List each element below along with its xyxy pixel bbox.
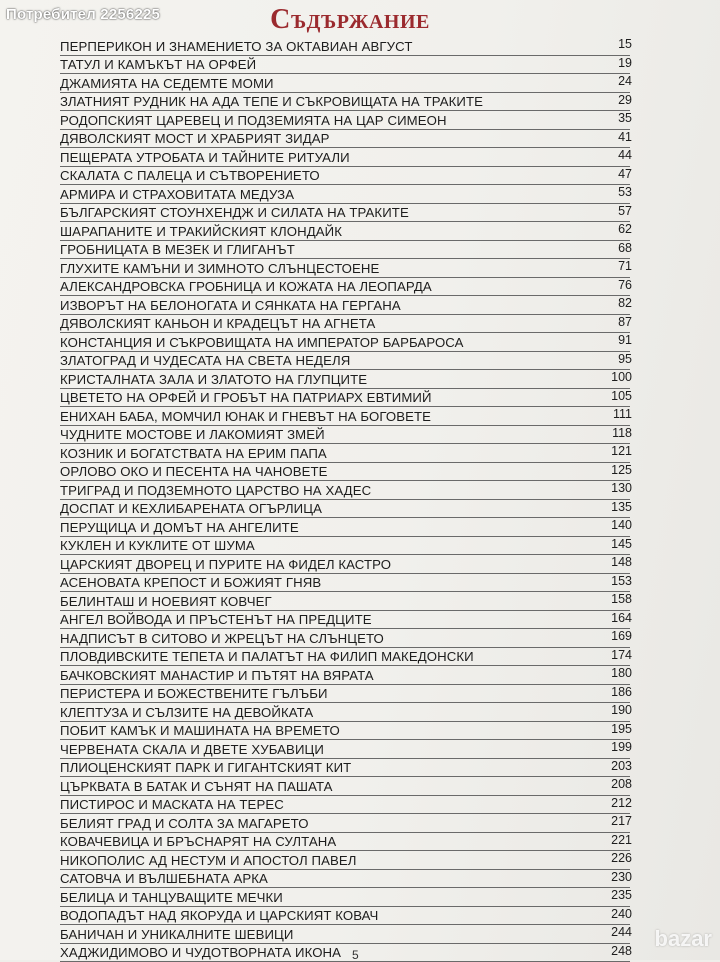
toc-entry [60, 333, 630, 352]
toc-entry [60, 759, 630, 778]
toc-entry [60, 241, 630, 260]
toc-entry-page: 203 [611, 759, 632, 773]
toc-entry [60, 888, 630, 907]
toc-entry [60, 555, 630, 574]
toc-entry-title: ЦАРСКИЯТ ДВОРЕЦ И ПУРИТЕ НА ФИДЕЛ КАСТРО [60, 558, 391, 573]
table-of-contents [60, 37, 630, 962]
toc-entry-page: 47 [618, 167, 632, 181]
toc-entry [60, 407, 630, 426]
toc-entry [60, 148, 630, 167]
toc-entry-title: КЛЕПТУЗА И СЪЛЗИТЕ НА ДЕВОЙКАТА [60, 706, 313, 721]
toc-entry-page: 76 [618, 278, 632, 292]
toc-entry [60, 370, 630, 389]
toc-entry-title: ЕНИХАН БАБА, МОМЧИЛ ЮНАК И ГНЕВЪТ НА БОГОВЕТЕ [60, 410, 431, 425]
user-watermark: Потребител 2256225 [6, 6, 160, 23]
toc-entry [60, 222, 630, 241]
toc-entry-page: 158 [611, 592, 632, 606]
toc-entry [60, 278, 630, 297]
toc-entry-page: 68 [618, 241, 632, 255]
toc-entry-page: 71 [618, 259, 632, 273]
toc-entry [60, 814, 630, 833]
toc-entry-title: НАДПИСЪТ В СИТОВО И ЖРЕЦЪТ НА СЛЪНЦЕТО [60, 632, 384, 647]
toc-entry-title: ДЖАМИЯТА НА СЕДЕМТЕ МОМИ [60, 77, 274, 92]
toc-entry [60, 500, 630, 519]
toc-entry-title: ПЕЩЕРАТА УТРОБАТА И ТАЙНИТЕ РИТУАЛИ [60, 151, 350, 166]
toc-entry-page: 180 [611, 666, 632, 680]
toc-entry-page: 226 [611, 851, 632, 865]
toc-entry [60, 167, 630, 186]
toc-entry-page: 217 [611, 814, 632, 828]
toc-entry-title: ПЛИОЦЕНСКИЯТ ПАРК И ГИГАНТСКИЯТ КИТ [60, 761, 351, 776]
toc-entry [60, 907, 630, 926]
toc-entry-title: ДОСПАТ И КЕХЛИБАРЕНАТА ОГЪРЛИЦА [60, 502, 322, 517]
toc-entry-page: 118 [612, 426, 632, 440]
toc-entry-title: БАЧКОВСКИЯТ МАНАСТИР И ПЪТЯТ НА ВЯРАТА [60, 669, 374, 684]
toc-entry [60, 481, 630, 500]
toc-entry [60, 426, 630, 445]
toc-entry-page: 174 [611, 648, 632, 662]
toc-entry-title: КОНСТАНЦИЯ И СЪКРОВИЩАТА НА ИМПЕРАТОР БАРБАРОСА [60, 336, 464, 351]
toc-entry [60, 944, 630, 962]
toc-entry-page: 125 [611, 463, 632, 477]
toc-entry-page: 100 [611, 370, 632, 384]
toc-entry-title: ЧЕРВЕНАТА СКАЛА И ДВЕТЕ ХУБАВИЦИ [60, 743, 324, 758]
toc-entry-page: 248 [611, 944, 632, 958]
toc-entry-page: 57 [618, 204, 632, 218]
toc-entry [60, 796, 630, 815]
toc-entry [60, 537, 630, 556]
toc-entry-title: ШАРАПАНИТЕ И ТРАКИЙСКИЯТ КЛОНДАЙК [60, 225, 342, 240]
toc-entry-title: АРМИРА И СТРАХОВИТАТА МЕДУЗА [60, 188, 294, 203]
toc-entry-page: 130 [611, 481, 632, 495]
toc-entry-title: БЕЛИЦА И ТАНЦУВАЩИТЕ МЕЧКИ [60, 891, 283, 906]
toc-entry-title: ВОДОПАДЪТ НАД ЯКОРУДА И ЦАРСКИЯТ КОВАЧ [60, 909, 378, 924]
toc-entry [60, 592, 630, 611]
toc-entry-title: БЕЛИНТАШ И НОЕВИЯТ КОВЧЕГ [60, 595, 272, 610]
toc-entry [60, 722, 630, 741]
toc-entry [60, 259, 630, 278]
toc-entry-page: 35 [618, 111, 632, 125]
toc-entry-title: ПИСТИРОС И МАСКАТА НА ТЕРЕС [60, 798, 284, 813]
toc-entry [60, 518, 630, 537]
toc-entry-page: 244 [611, 925, 632, 939]
toc-entry-title: БЪЛГАРСКИЯТ СТОУНХЕНДЖ И СИЛАТА НА ТРАКИТЕ [60, 206, 409, 221]
toc-entry-page: 19 [618, 56, 632, 70]
toc-entry [60, 833, 630, 852]
toc-entry-page: 87 [618, 315, 632, 329]
toc-entry-page: 235 [611, 888, 632, 902]
toc-entry-page: 140 [611, 518, 632, 532]
toc-entry-title: САТОВЧА И ВЪЛШЕБНАТА АРКА [60, 872, 268, 887]
toc-entry-title: СКАЛАТА С ПАЛЕЦА И СЪТВОРЕНИЕТО [60, 169, 320, 184]
toc-entry [60, 37, 630, 56]
toc-entry [60, 648, 630, 667]
toc-entry-title: ПЕРУЩИЦА И ДОМЪТ НА АНГЕЛИТЕ [60, 521, 299, 536]
toc-entry-page: 111 [613, 407, 632, 421]
toc-entry [60, 685, 630, 704]
toc-entry-page: 95 [618, 352, 632, 366]
toc-entry [60, 56, 630, 75]
toc-entry-page: 29 [618, 93, 632, 107]
toc-entry-title: ЦЪРКВАТА В БАТАК И СЪНЯТ НА ПАШАТА [60, 780, 333, 795]
toc-entry-page: 199 [611, 740, 632, 754]
toc-entry-page: 24 [618, 74, 632, 88]
toc-entry-title: ПОБИТ КАМЪК И МАШИНАТА НА ВРЕМЕТО [60, 724, 340, 739]
toc-entry [60, 111, 630, 130]
toc-entry-page: 62 [618, 222, 632, 236]
toc-entry [60, 629, 630, 648]
toc-entry-title: ДЯВОЛСКИЯТ МОСТ И ХРАБРИЯТ ЗИДАР [60, 132, 330, 147]
toc-entry-title: ГРОБНИЦАТА В МЕЗЕК И ГЛИГАНЪТ [60, 243, 295, 258]
toc-entry-title: БАНИЧАН И УНИКАЛНИТЕ ШЕВИЦИ [60, 928, 294, 943]
toc-entry-title: ПЕРИСТЕРА И БОЖЕСТВЕНИТЕ ГЪЛЪБИ [60, 687, 328, 702]
toc-entry [60, 574, 630, 593]
toc-entry-page: 53 [618, 185, 632, 199]
toc-entry [60, 185, 630, 204]
toc-entry-title: ХАДЖИДИМОВО И ЧУДОТВОРНАТА ИКОНА [60, 946, 341, 961]
page-title: Съдържание [0, 4, 700, 36]
toc-entry-title: ЧУДНИТЕ МОСТОВЕ И ЛАКОМИЯТ ЗМЕЙ [60, 428, 325, 443]
toc-entry [60, 777, 630, 796]
toc-entry-title: ЦВЕТЕТО НА ОРФЕЙ И ГРОБЪТ НА ПАТРИАРХ ЕВТИМИЙ [60, 391, 432, 406]
toc-entry-page: 164 [611, 611, 632, 625]
toc-entry-title: ГЛУХИТЕ КАМЪНИ И ЗИМНОТО СЛЪНЦЕСТОЕНЕ [60, 262, 379, 277]
toc-entry [60, 666, 630, 685]
toc-entry-page: 145 [611, 537, 632, 551]
toc-entry [60, 93, 630, 112]
toc-entry-page: 15 [618, 37, 632, 51]
toc-entry [60, 870, 630, 889]
toc-entry-page: 186 [611, 685, 632, 699]
toc-entry-title: АНГЕЛ ВОЙВОДА И ПРЪСТЕНЪТ НА ПРЕДЦИТЕ [60, 613, 372, 628]
toc-entry-page: 105 [611, 389, 632, 403]
toc-entry-page: 135 [611, 500, 632, 514]
toc-entry-page: 121 [611, 444, 632, 458]
toc-entry-title: ПЛОВДИВСКИТЕ ТЕПЕТА И ПАЛАТЪТ НА ФИЛИП МАКЕДОНСКИ [60, 650, 474, 665]
toc-entry [60, 389, 630, 408]
toc-entry-title: ТАТУЛ И КАМЪКЪТ НА ОРФЕЙ [60, 58, 256, 73]
page-number: 5 [352, 948, 359, 962]
toc-entry-page: 169 [611, 629, 632, 643]
toc-entry [60, 130, 630, 149]
toc-entry-title: АСЕНОВАТА КРЕПОСТ И БОЖИЯТ ГНЯВ [60, 576, 321, 591]
toc-entry [60, 74, 630, 93]
toc-entry-page: 208 [611, 777, 632, 791]
toc-entry-title: ПЕРПЕРИКОН И ЗНАМЕНИЕТО ЗА ОКТАВИАН АВГУСТ [60, 40, 412, 55]
toc-entry-title: ДЯВОЛСКИЯТ КАНЬОН И КРАДЕЦЪТ НА АГНЕТА [60, 317, 375, 332]
toc-entry-title: НИКОПОЛИС АД НЕСТУМ И АПОСТОЛ ПАВЕЛ [60, 854, 357, 869]
toc-entry [60, 296, 630, 315]
toc-entry-page: 221 [611, 833, 632, 847]
toc-entry-page: 153 [611, 574, 632, 588]
toc-entry-page: 82 [618, 296, 632, 310]
toc-entry [60, 204, 630, 223]
toc-entry-title: КОЗНИК И БОГАТСТВАТА НА ЕРИМ ПАПА [60, 447, 327, 462]
toc-entry-page: 240 [611, 907, 632, 921]
toc-entry-page: 230 [611, 870, 632, 884]
toc-entry-title: ТРИГРАД И ПОДЗЕМНОТО ЦАРСТВО НА ХАДЕС [60, 484, 371, 499]
toc-entry-page: 195 [611, 722, 632, 736]
toc-entry-title: РОДОПСКИЯТ ЦАРЕВЕЦ И ПОДЗЕМИЯТА НА ЦАР СИМЕОН [60, 114, 447, 129]
toc-entry [60, 740, 630, 759]
toc-entry [60, 444, 630, 463]
toc-entry-page: 148 [611, 555, 632, 569]
toc-entry-title: БЕЛИЯТ ГРАД И СОЛТА ЗА МАГАРЕТО [60, 817, 309, 832]
toc-entry [60, 352, 630, 371]
toc-entry-title: КУКЛЕН И КУКЛИТЕ ОТ ШУМА [60, 539, 255, 554]
toc-entry [60, 703, 630, 722]
toc-entry-title: ИЗВОРЪТ НА БЕЛОНОГАТА И СЯНКАТА НА ГЕРГАНА [60, 299, 401, 314]
toc-entry-page: 190 [611, 703, 632, 717]
toc-entry-page: 91 [618, 333, 632, 347]
toc-entry [60, 463, 630, 482]
toc-entry-page: 44 [618, 148, 632, 162]
toc-entry-page: 212 [611, 796, 632, 810]
toc-entry [60, 611, 630, 630]
toc-entry [60, 851, 630, 870]
toc-entry-page: 41 [618, 130, 632, 144]
toc-entry [60, 925, 630, 944]
toc-entry [60, 315, 630, 334]
toc-entry-title: ЗЛАТНИЯТ РУДНИК НА АДА ТЕПЕ И СЪКРОВИЩАТА НА ТРАКИТЕ [60, 95, 483, 110]
toc-entry-title: ОРЛОВО ОКО И ПЕСЕНТА НА ЧАНОВЕТЕ [60, 465, 328, 480]
toc-entry-title: АЛЕКСАНДРОВСКА ГРОБНИЦА И КОЖАТА НА ЛЕОПАРДА [60, 280, 432, 295]
toc-entry-title: КРИСТАЛНАТА ЗАЛА И ЗЛАТОТО НА ГЛУПЦИТЕ [60, 373, 367, 388]
bazar-logo: bazar [655, 926, 712, 952]
toc-entry-title: КОВАЧЕВИЦА И БРЪСНАРЯТ НА СУЛТАНА [60, 835, 336, 850]
toc-entry-title: ЗЛАТОГРАД И ЧУДЕСАТА НА СВЕТА НЕДЕЛЯ [60, 354, 350, 369]
